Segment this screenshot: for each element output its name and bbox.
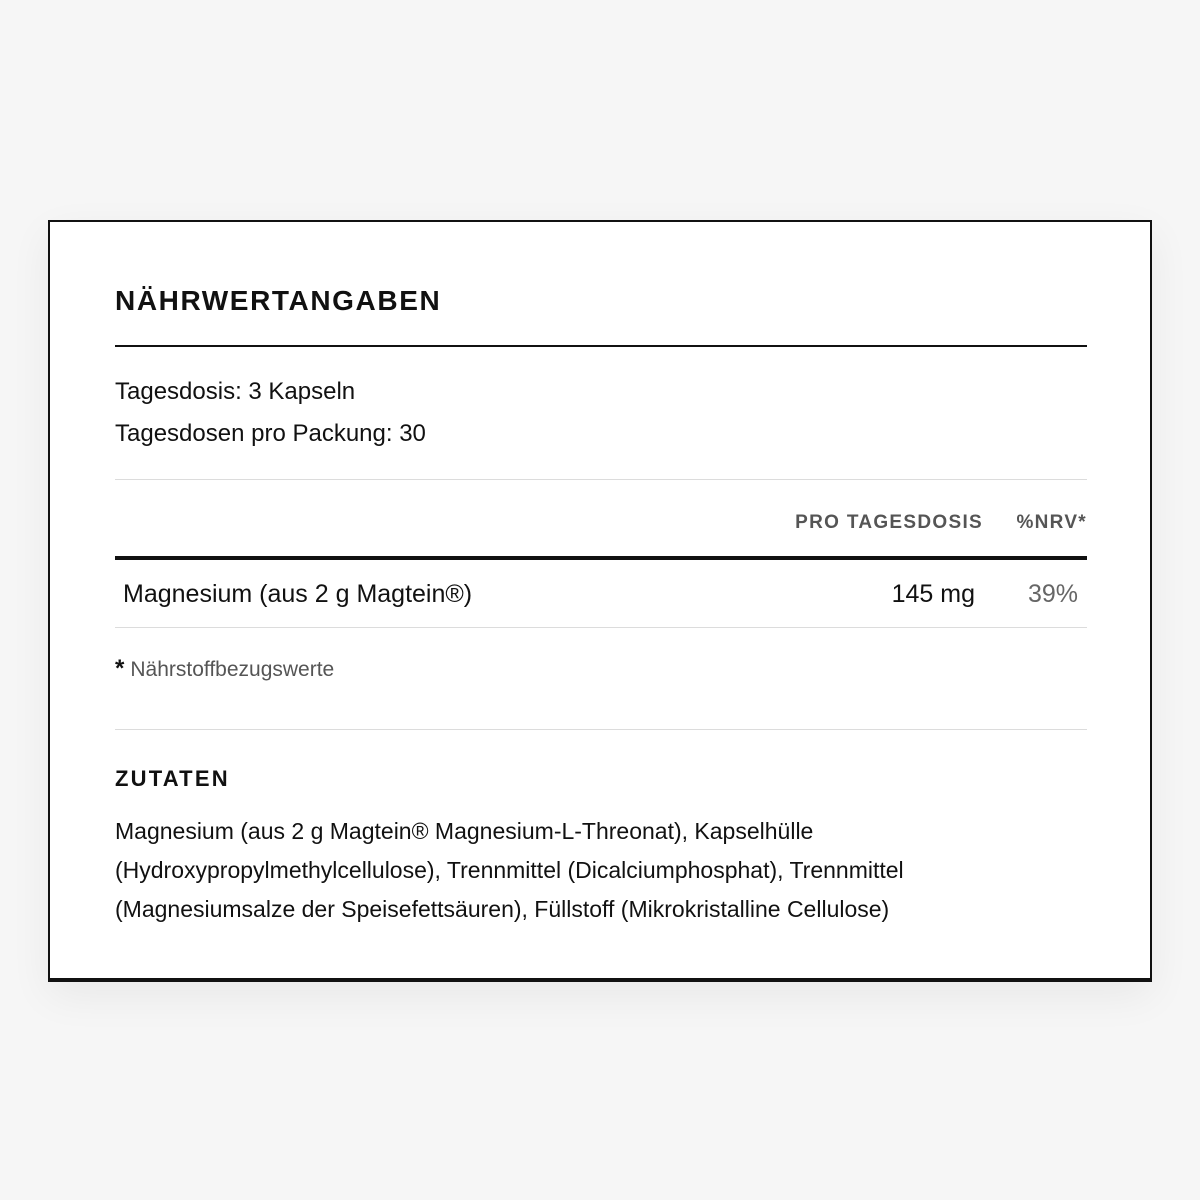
column-header-nrv: %NRV* — [1016, 512, 1087, 533]
column-header-per-dose: PRO TAGESDOSIS — [795, 512, 983, 533]
nutrient-amount: 145 mg — [891, 580, 975, 608]
nutrition-card-content — [115, 222, 1087, 978]
footnote-marker: * — [115, 655, 125, 682]
serving-divider — [115, 479, 1087, 480]
ingredients-text: Magnesium (aus 2 g Magtein® Magnesium-L-Threonat), Kapselhülle (Hydroxypropylmethylcellulose), Trennmittel (Dicalciumphosphat), Trennmittel (Magnesiumsalze der Speisefettsäuren), Füllstoff (Mikrokristalline Cellulose) — [115, 818, 904, 922]
nutrition-title: NÄHRWERTANGABEN — [115, 285, 442, 316]
title-divider — [115, 345, 1087, 347]
table-header-divider — [115, 556, 1087, 560]
ingredients-divider — [115, 729, 1087, 730]
row-divider — [115, 627, 1087, 628]
nutrient-name: Magnesium (aus 2 g Magtein®) — [123, 580, 473, 608]
footnote-text: Nährstoffbezugswerte — [130, 658, 335, 681]
footnote — [115, 656, 334, 683]
nutrition-card — [48, 220, 1152, 982]
serving-size: Tagesdosis: 3 Kapseln — [115, 378, 356, 405]
nutrient-nrv: 39% — [1027, 580, 1078, 608]
table-row — [115, 564, 1087, 626]
servings-per-pack: Tagesdosen pro Packung: 30 — [115, 420, 426, 447]
ingredients-title: ZUTATEN — [115, 766, 230, 791]
